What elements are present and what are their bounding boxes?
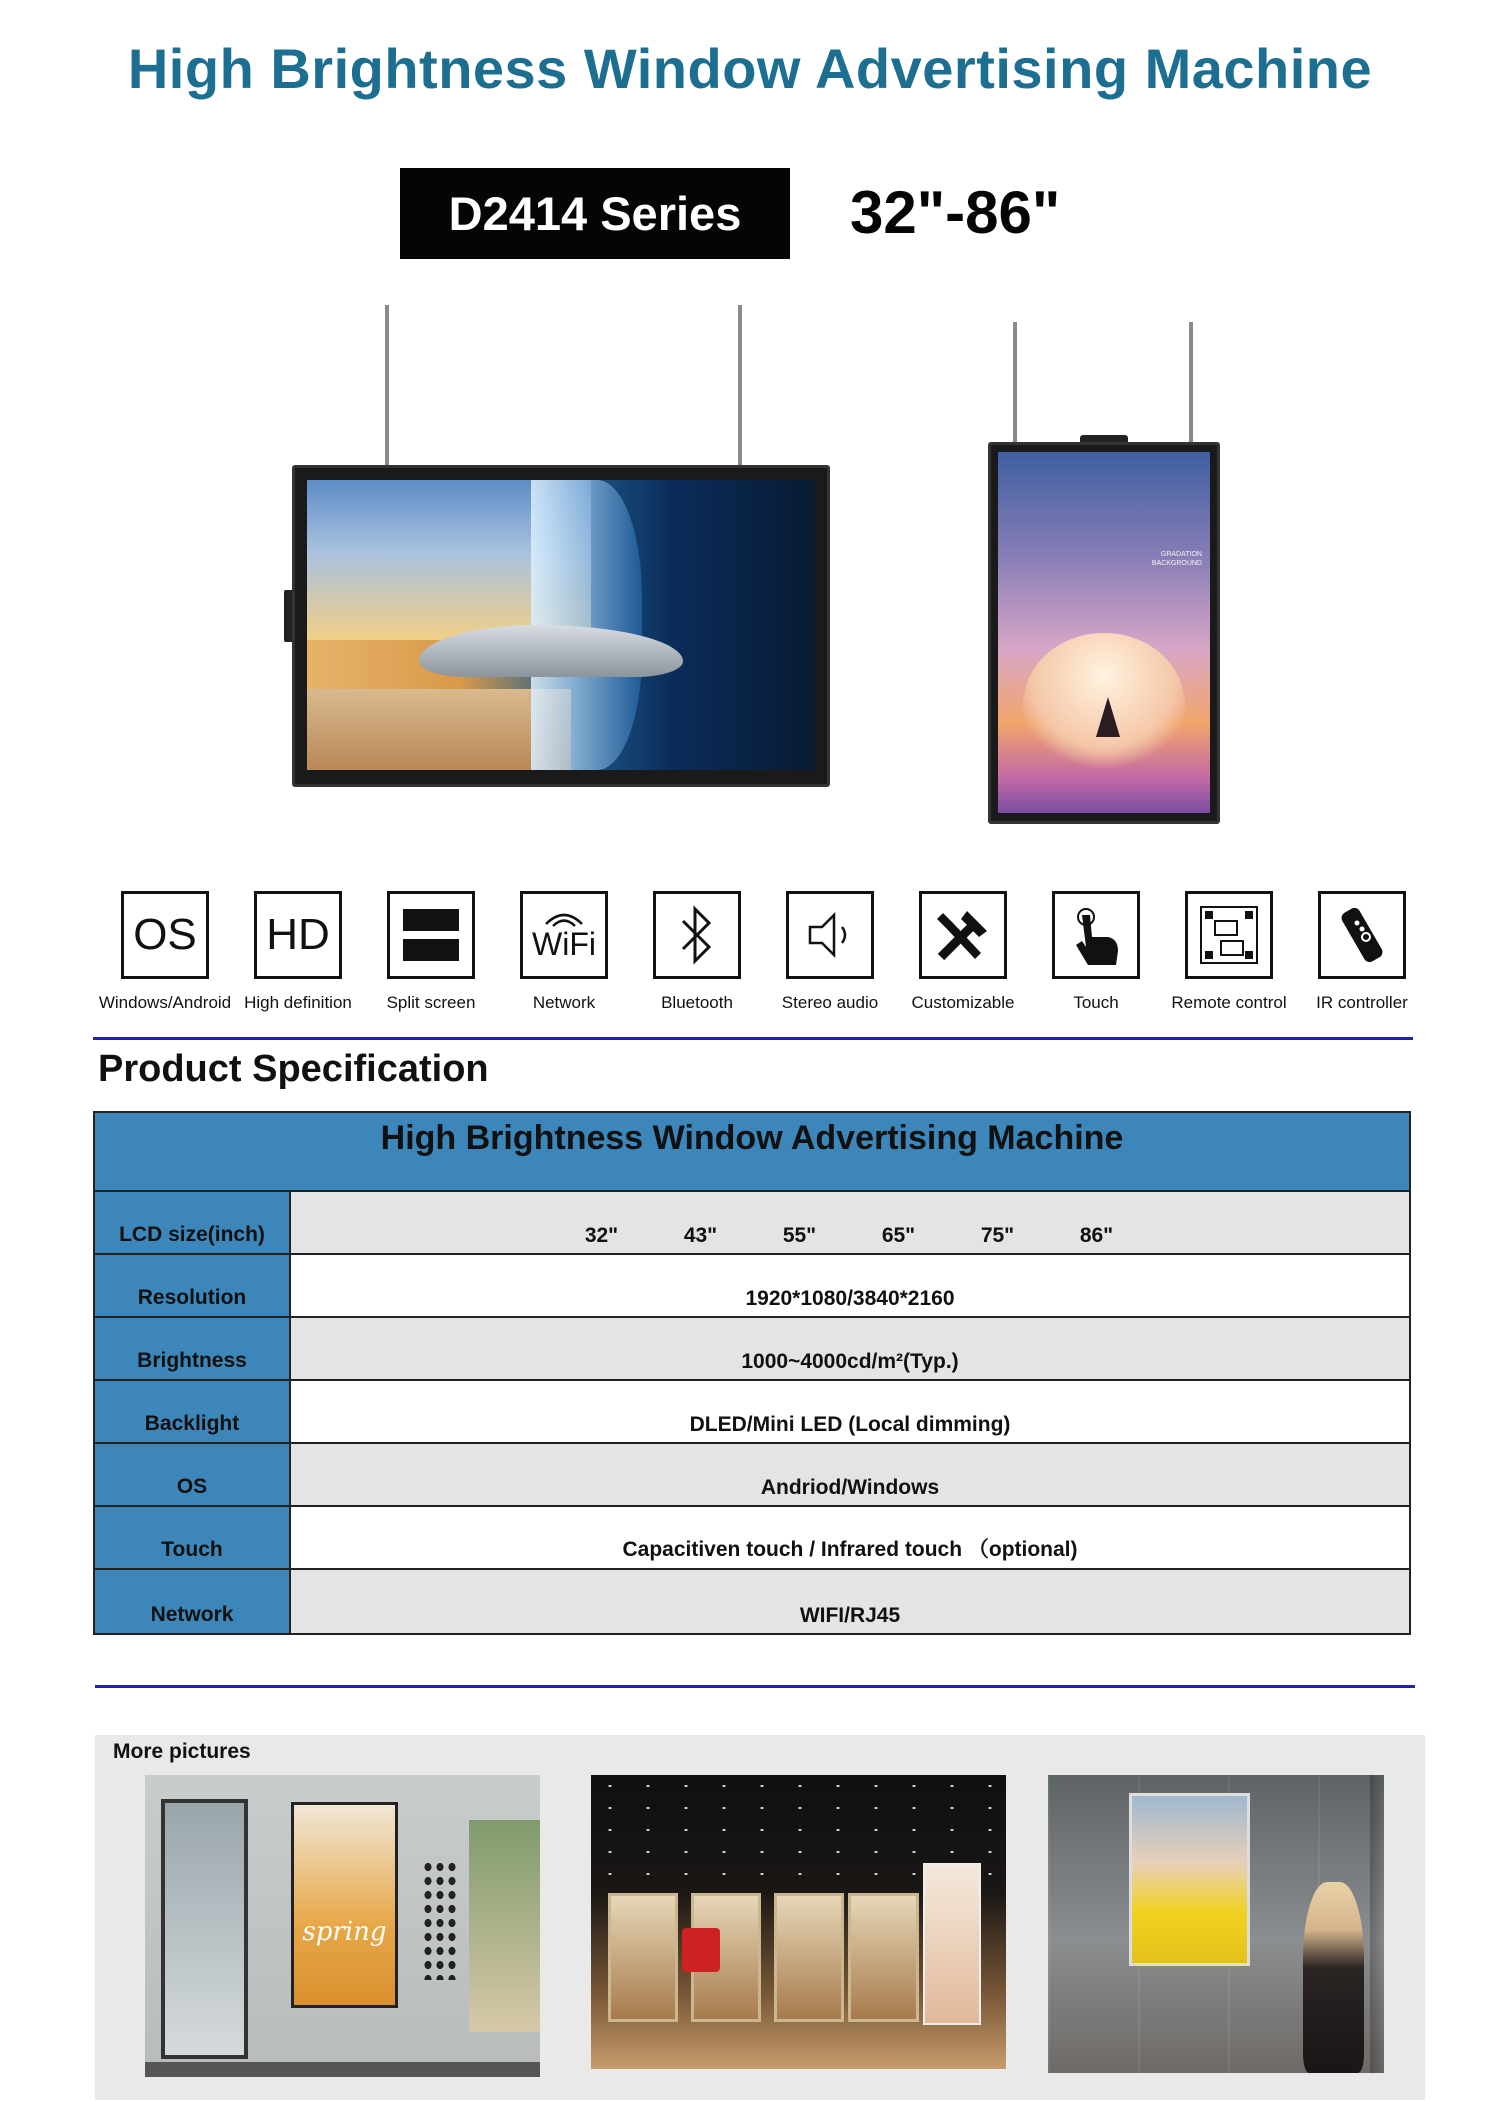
window-display-photo	[1048, 1775, 1384, 2073]
feature-label: Remote control	[1171, 993, 1287, 1012]
table-row	[95, 1507, 1409, 1570]
row-value: 1920*1080/3840*2160	[745, 1287, 955, 1310]
page-title: High Brightness Window Advertising Machine	[127, 37, 1373, 100]
row-label: LCD size(inch)	[95, 1192, 291, 1253]
row-label: Brightness	[95, 1318, 291, 1379]
size-list	[552, 1224, 1146, 1248]
feature-label: Stereo audio	[781, 993, 879, 1012]
size-option: 75"	[980, 1224, 1015, 1247]
feature-customizable	[898, 891, 1028, 1013]
wifi-icon: WiFi	[520, 891, 608, 979]
feature-label: Windows/Android	[98, 993, 232, 1012]
hanging-rod	[1189, 322, 1193, 444]
landscape-display-image	[292, 465, 830, 787]
size-option: 32"	[584, 1224, 619, 1247]
screen-caption	[1152, 550, 1202, 568]
row-value: WIFI/RJ45	[291, 1570, 1409, 1633]
remote-layout-icon	[1185, 891, 1273, 979]
size-option: 86"	[1079, 1224, 1114, 1247]
row-value: DLED/Mini LED (Local dimming)	[689, 1413, 1011, 1436]
row-label: Touch	[95, 1507, 291, 1568]
series-badge: D2414 Series	[400, 168, 790, 259]
spec-table-title: High Brightness Window Advertising Machine	[95, 1113, 1409, 1192]
feature-touch	[1031, 891, 1161, 1013]
table-row	[95, 1192, 1409, 1255]
size-range: 32"-86"	[850, 179, 1061, 246]
split-screen-icon	[387, 891, 475, 979]
mall-photo	[591, 1775, 1006, 2069]
bluetooth-icon	[653, 891, 741, 979]
hanging-rod	[738, 305, 742, 467]
size-option: 43"	[683, 1224, 718, 1247]
feature-bluetooth	[632, 891, 762, 1013]
caption-line: BACKGROUND	[1151, 560, 1202, 567]
feature-hd	[233, 891, 363, 1013]
spring-poster: spring	[291, 1802, 398, 2007]
feature-label: Network	[532, 993, 596, 1012]
size-option: 65"	[881, 1224, 916, 1247]
feature-label: Customizable	[911, 993, 1015, 1012]
row-value: Andriod/Windows	[291, 1444, 1409, 1505]
hanging-rod	[385, 305, 389, 467]
section-divider	[93, 1037, 1413, 1040]
section-divider	[95, 1685, 1415, 1688]
row-value: Capacitiven touch / Infrared touch （optional)	[622, 1538, 1078, 1561]
row-label: Network	[95, 1570, 291, 1633]
hanging-rod	[1013, 322, 1017, 444]
table-row	[95, 1570, 1409, 1633]
row-value	[291, 1192, 1409, 1253]
feature-label: High definition	[244, 993, 352, 1012]
table-row	[95, 1318, 1409, 1381]
feature-network	[499, 891, 629, 1013]
table-row	[95, 1381, 1409, 1444]
feature-stereo-audio	[765, 891, 895, 1013]
feature-label: IR controller	[1316, 993, 1408, 1012]
feature-label: Split screen	[386, 993, 476, 1012]
row-label: Backlight	[95, 1381, 291, 1442]
table-row	[95, 1444, 1409, 1507]
row-label: OS	[95, 1444, 291, 1505]
storefront-photo	[145, 1775, 540, 2077]
hd-icon: HD	[254, 891, 342, 979]
os-icon: OS	[121, 891, 209, 979]
feature-os	[100, 891, 230, 1013]
feature-label: Touch	[1073, 993, 1119, 1012]
section-heading: Product Specification	[98, 1048, 489, 1090]
feature-label: Bluetooth	[661, 993, 733, 1012]
row-label: Resolution	[95, 1255, 291, 1316]
more-pictures-label: More pictures	[113, 1740, 251, 1763]
feature-ir-controller	[1297, 891, 1427, 1013]
caption-line: GRADATION	[1160, 551, 1202, 558]
feature-remote-control	[1164, 891, 1294, 1013]
touch-hand-icon	[1052, 891, 1140, 979]
ir-remote-icon	[1318, 891, 1406, 979]
size-option: 55"	[782, 1224, 817, 1247]
spec-table	[93, 1111, 1411, 1635]
table-row	[95, 1255, 1409, 1318]
speaker-icon	[786, 891, 874, 979]
fashion-poster	[1129, 1793, 1250, 1966]
row-value: 1000~4000cd/m²(Typ.)	[291, 1318, 1409, 1379]
tools-icon	[919, 891, 1007, 979]
portrait-display-image	[988, 442, 1220, 824]
sailboat-graphic	[1096, 697, 1120, 737]
feature-split-screen	[366, 891, 496, 1013]
